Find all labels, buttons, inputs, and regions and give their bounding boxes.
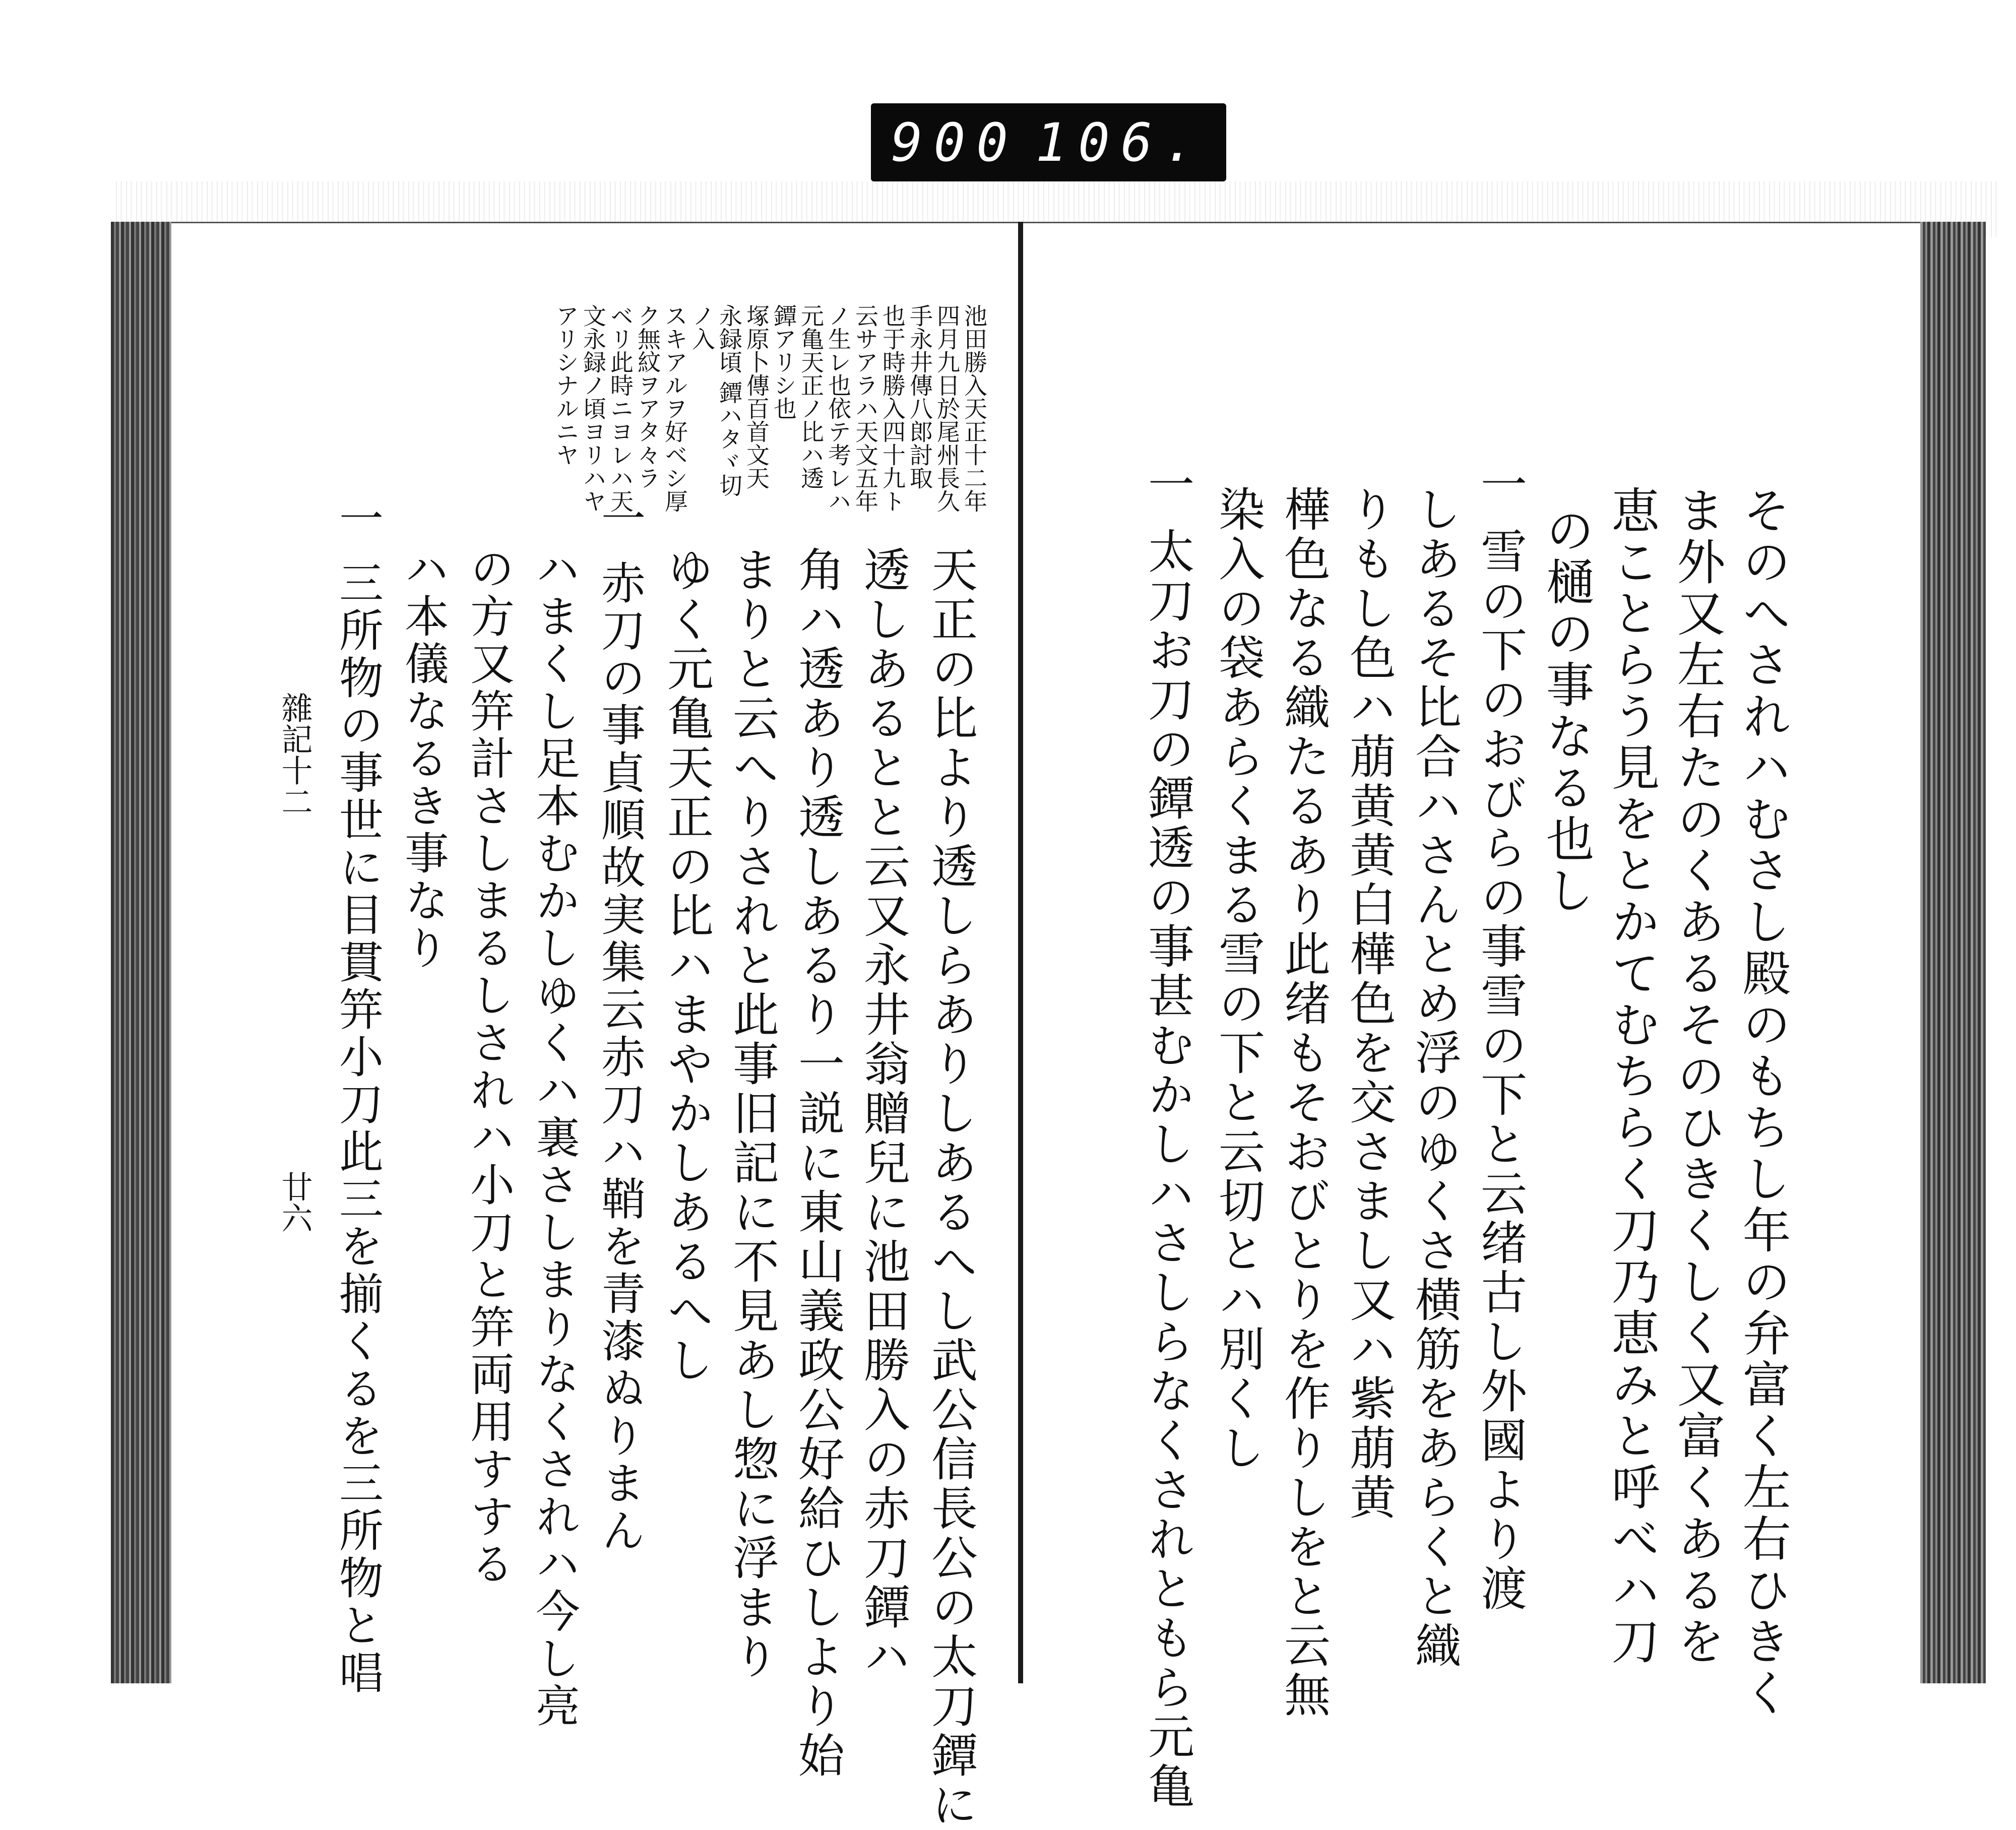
note-line: スキアルヲ好ベシ厚 <box>661 304 688 513</box>
text-column: ハまくし足本むかしゆくハ裏さしまりなくされハ今し亮 <box>529 546 581 1730</box>
text-column: 一 三所物の事世に目貫笄小刀此三を揃くるを三所物と唱 <box>332 495 384 1697</box>
text-column: 角ハ透あり透しあるり一説に東山義政公好給ひしより始 <box>791 546 845 1781</box>
book-gutter <box>1018 222 1023 1683</box>
text-column: 恵ことらう見をとかてむちらく刀乃恵みと呼べハ刀 <box>1604 485 1660 1668</box>
text-column: の方又笄計さしまるしされハ小刀と笄両用すする <box>463 546 515 1588</box>
text-column: 樺色なる織たるあり此绪もそおびとりを作りしをと云無 <box>1277 485 1331 1720</box>
note-line: 也于時勝入四十九ト <box>879 304 906 513</box>
frame-number-right: 106. <box>1035 111 1206 173</box>
text-column: 透しあるとと云又永井翁贈兒に池田勝入の赤刀鐔ハ <box>856 546 910 1682</box>
note-line: 元亀天正ノ比ハ透 <box>797 304 825 489</box>
text-column: ま外又左右たのくあるそのひきくしく又富くあるを <box>1669 485 1726 1668</box>
right-page <box>1023 222 1920 1812</box>
note-line: アリシナルニヤ <box>552 304 580 466</box>
text-column: まりと云へりされと此事旧記に不見あし惣に浮まり <box>725 546 779 1682</box>
margin-title: 雜記十二 <box>276 692 313 817</box>
note-line: ベリ此時ニヨレハ天 <box>607 304 634 513</box>
text-column: の樋の事なる也し <box>1538 506 1595 917</box>
text-column: しあるそ比合ハさんとめ浮のゆくさ横筋をあらくと織 <box>1408 485 1462 1671</box>
text-column: ゆく元亀天正の比ハまやかしあるへし <box>660 546 714 1385</box>
text-column: ハ本儀なるき事なり <box>398 546 450 972</box>
left-page <box>171 222 1018 1830</box>
text-column: そのへされハむさし殿のもちし年の弁富く左右ひきく <box>1735 485 1791 1719</box>
note-line: 永録頃 鐔ハタヾ切 <box>716 304 743 497</box>
page-edge-left <box>111 222 171 1683</box>
text-column: りもし色ハ萠黄黄白樺色を交さまし又ハ紫萠黄 <box>1342 485 1396 1523</box>
text-column: 一 太刀お刀の鐔透の事甚むかしハさしらなくされともら元亀 <box>1141 460 1194 1812</box>
note-line: 鐔アリシ也 <box>770 304 797 420</box>
page-edge-right <box>1920 222 1986 1683</box>
page-number: 廿六 <box>276 1171 313 1233</box>
text-column: 染入の袋あらくまる雪の下と云切とハ別くし <box>1211 485 1265 1473</box>
note-line: 池田勝入天正十二年 <box>961 304 988 513</box>
note-line: 云サアラハ天文五年 <box>852 304 879 513</box>
note-line: ノ入 <box>688 304 716 350</box>
text-column: 一 雪の下のおびらの事雪の下と云绪古し外國より渡 <box>1473 460 1527 1614</box>
note-line: 文永録ノ頃ヨリハヤ <box>580 304 607 513</box>
note-line: 四月九日於尾州長久 <box>933 304 961 513</box>
frame-number-left: 900 <box>891 111 1019 173</box>
book-spread <box>111 222 1986 1830</box>
frame-label <box>871 103 1226 181</box>
note-line: 塚原卜傳百首文天 <box>743 304 770 489</box>
note-line: 手永井傳八郎討取 <box>906 304 933 489</box>
text-column: 天正の比より透しらありしあるへし武公信長公の太刀鐔に <box>924 546 978 1830</box>
text-column: 一 赤刀の事貞順故実集云赤刀ハ鞘を青漆ぬりまん <box>594 495 646 1555</box>
note-line: ク無紋ヲアタ々ラ <box>634 304 661 489</box>
note-line: ノ生レ也依テ考レハ <box>825 304 852 513</box>
